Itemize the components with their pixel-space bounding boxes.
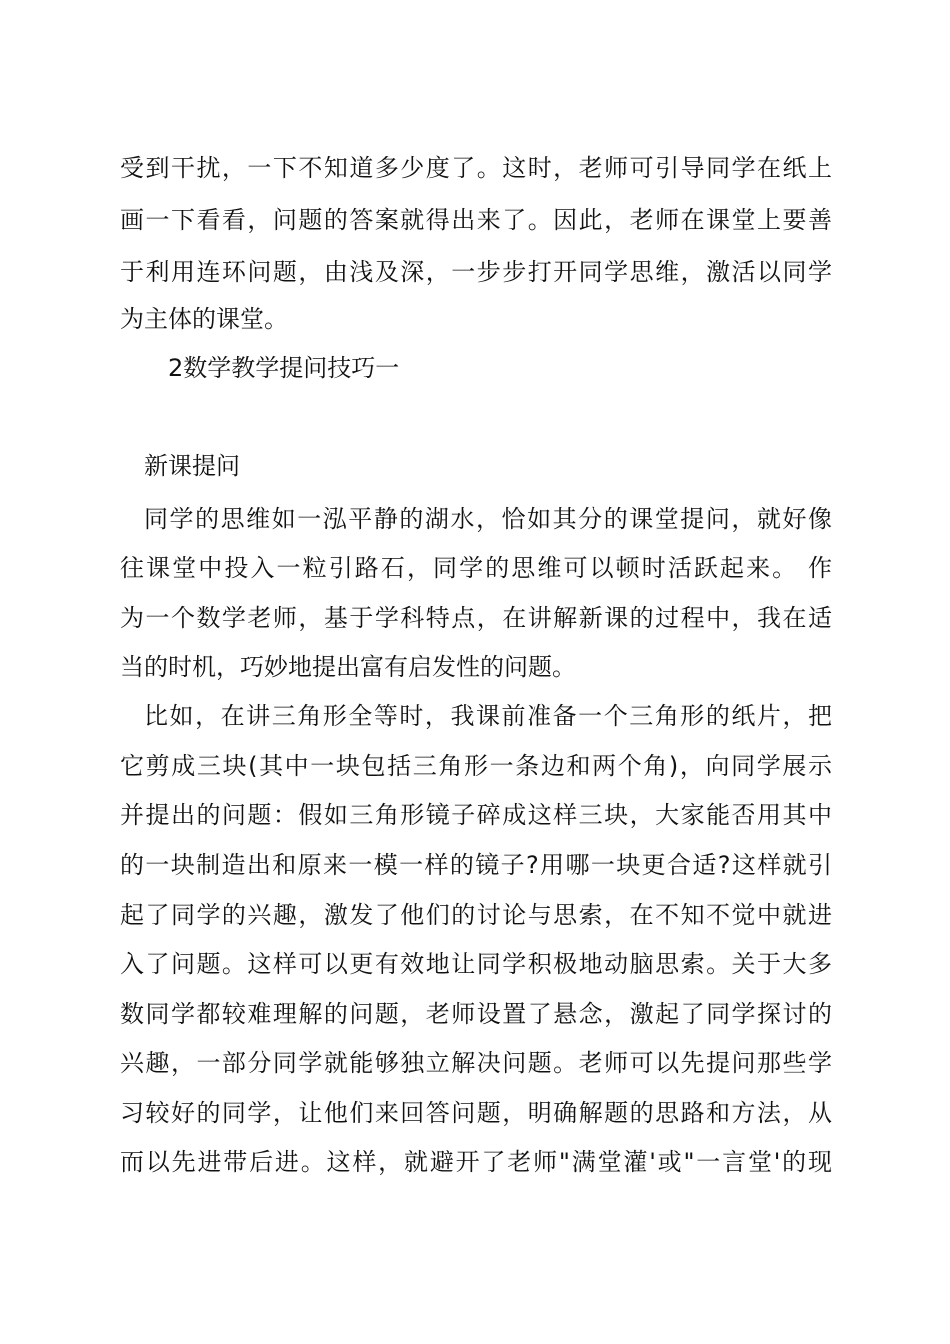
- paragraph-2-line-4: 当的时机，巧妙地提出富有启发性的问题。: [120, 653, 576, 681]
- paragraph-3-line-6: 入了问题。这样可以更有效地让同学积极地动脑思索。关于大多: [120, 950, 832, 978]
- paragraph-1-line-1: 受到干扰，一下不知道多少度了。这时，老师可引导同学在纸上: [120, 154, 832, 182]
- paragraph-3-line-10: 而以先进带后进。这样，就避开了老师"满堂灌'或"一言堂'的现: [120, 1148, 832, 1176]
- paragraph-3-line-3: 并提出的问题：假如三角形镜子碎成这样三块，大家能否用其中: [120, 801, 832, 829]
- paragraph-3-line-7: 数同学都较难理解的问题，老师设置了悬念，激起了同学探讨的: [120, 1000, 832, 1028]
- paragraph-2-line-2: 往课堂中投入一粒引路石，同学的思维可以顿时活跃起来。 作: [120, 554, 832, 582]
- paragraph-3-line-1: 比如，在讲三角形全等时，我课前准备一个三角形的纸片，把: [144, 702, 832, 730]
- paragraph-2-line-1: 同学的思维如一泓平静的湖水，恰如其分的课堂提问，就好像: [144, 505, 832, 533]
- section-heading: 2数学教学提问技巧一: [168, 354, 400, 382]
- paragraph-3-line-2: 它剪成三块(其中一块包括三角形一条边和两个角)，向同学展示: [120, 752, 832, 780]
- paragraph-1-line-3: 于利用连环问题，由浅及深，一步步打开同学思维，激活以同学: [120, 258, 832, 286]
- paragraph-2-line-3: 为一个数学老师，基于学科特点，在讲解新课的过程中，我在适: [120, 604, 832, 632]
- paragraph-3-line-4: 的一块制造出和原来一模一样的镜子?用哪一块更合适?这样就引: [120, 851, 832, 879]
- paragraph-3-line-5: 起了同学的兴趣，激发了他们的讨论与思索，在不知不觉中就进: [120, 901, 832, 929]
- paragraph-3-line-8: 兴趣，一部分同学就能够独立解决问题。老师可以先提问那些学: [120, 1049, 832, 1077]
- subheading: 新课提问: [144, 452, 240, 480]
- paragraph-1-line-2: 画一下看看，问题的答案就得出来了。因此，老师在课堂上要善: [120, 206, 832, 234]
- paragraph-3-line-9: 习较好的同学，让他们来回答问题，明确解题的思路和方法，从: [120, 1099, 832, 1127]
- paragraph-1-line-4: 为主体的课堂。: [120, 305, 288, 333]
